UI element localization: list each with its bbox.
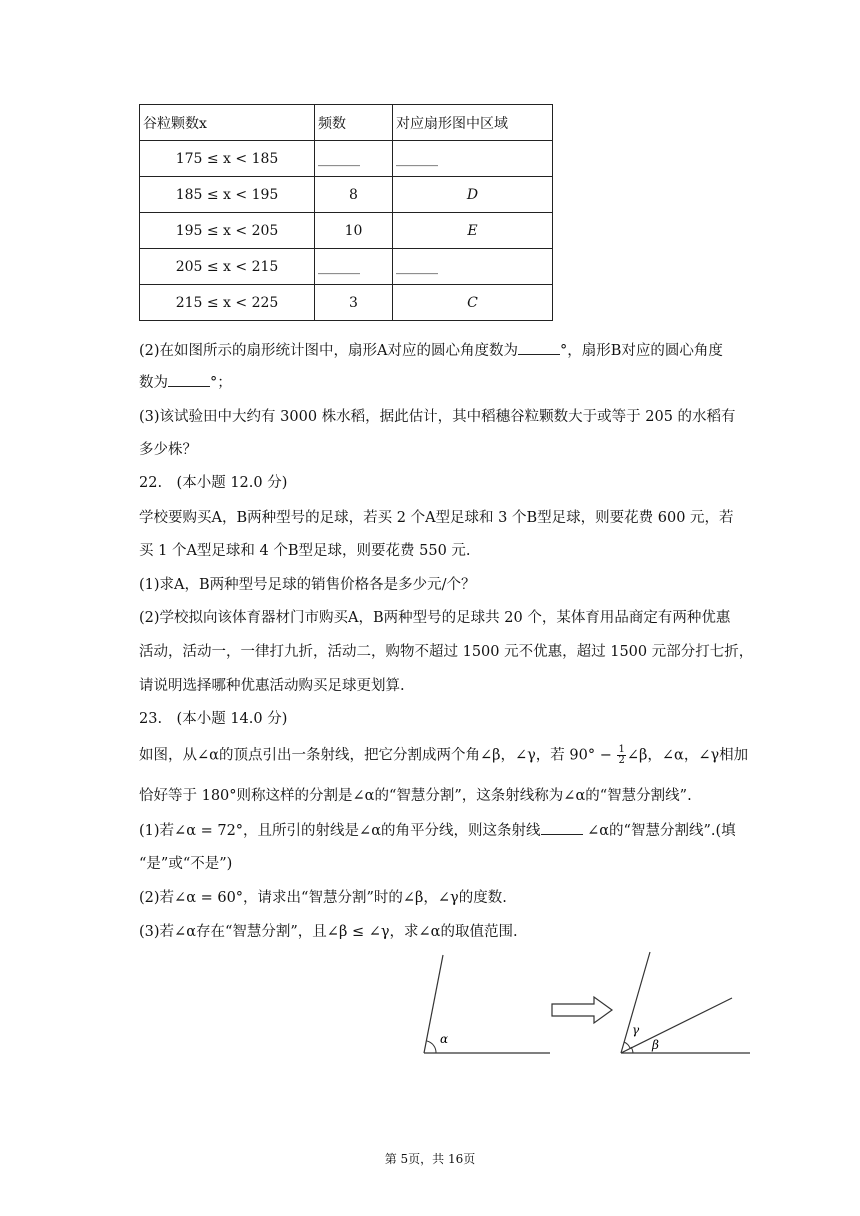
fraction-one-half (617, 745, 625, 766)
q23-l3-text-b: ∠α的“智慧分割线”.(填 (587, 823, 736, 839)
q23-line2: 恰好等于 180°则称这样的分割是∠α的“智慧分割”，这条射线称为∠α的“智慧分割线”. (139, 788, 692, 804)
region-cell: E (393, 213, 553, 249)
q21-part3-line2: 多少株？ (139, 442, 197, 458)
q22-line2: 买 1 个A型足球和 4 个B型足球，则要花费 550 元. (139, 543, 471, 559)
q22-line3: (1)求A，B两种型号足球的销售价格各是多少元/个？ (139, 577, 476, 593)
table-header-cell: 频数 (315, 105, 393, 141)
q23-title: 23. (本小题 14.0 分) (139, 711, 288, 727)
beta-label: β (652, 1038, 659, 1052)
q21-p2-text-d: °； (210, 375, 232, 391)
q23-line3 (139, 820, 751, 841)
table-header-row (140, 105, 553, 141)
frequency-table (139, 104, 553, 321)
beta-arc (631, 1047, 633, 1053)
freq-cell: ______ (315, 141, 393, 177)
q22-line6: 请说明选择哪种优惠活动购买足球更划算. (139, 678, 405, 694)
q22-line4: (2)学校拟向该体育器材门市购买A，B两种型号的足球共 20 个，某体育用品商定有两种优惠 (139, 610, 731, 626)
freq-cell: ______ (315, 249, 393, 285)
freq-cell: 3 (315, 285, 393, 321)
angle-alpha-figure (418, 950, 558, 1060)
q22-title: 22. (本小题 12.0 分) (139, 475, 288, 491)
freq-cell: 8 (315, 177, 393, 213)
table-row (140, 141, 553, 177)
angle-split-figure (612, 950, 757, 1060)
region-cell: ______ (393, 249, 553, 285)
range-cell: 215 ≤ x < 225 (140, 285, 315, 321)
fraction-numerator: 1 (618, 744, 625, 755)
q23-l3-text-a: (1)若∠α = 72°，且所引的射线是∠α的角平分线，则这条射线 (139, 823, 541, 839)
right-arrow-icon (550, 995, 615, 1025)
table-header-cell: 对应扇形图中区域 (393, 105, 553, 141)
q23-line6: (3)若∠α存在“智慧分割”，且∠β ≤ ∠γ，求∠α的取值范围. (139, 924, 518, 940)
answer-blank (518, 340, 560, 355)
range-cell: 205 ≤ x < 215 (140, 249, 315, 285)
q22-line5: 活动，活动一，一律打九折，活动二，购物不超过 1500 元不优惠，超过 1500 元部分打七折， (139, 644, 754, 660)
table-row (140, 213, 553, 249)
table-row (140, 249, 553, 285)
range-cell: 185 ≤ x < 195 (140, 177, 315, 213)
angle-arc (427, 1041, 436, 1053)
region-cell: ______ (393, 141, 553, 177)
page-footer: 第 5页，共 16页 (384, 1152, 476, 1166)
region-cell: C (393, 285, 553, 321)
answer-blank (541, 820, 583, 835)
q21-part2-line2 (139, 372, 751, 393)
gamma-arc (624, 1042, 630, 1048)
q23-line1 (139, 745, 751, 766)
gamma-label: γ (632, 1023, 640, 1037)
q21-p2-text-b: °，扇形B对应的圆心角度 (560, 343, 723, 359)
q21-p2-text-a: (2)在如图所示的扇形统计图中，扇形A对应的圆心角度数为 (139, 343, 519, 359)
arrow-shape (552, 997, 612, 1023)
region-cell: D (393, 177, 553, 213)
table-row (140, 177, 553, 213)
q21-p2-text-c: 数为 (139, 375, 168, 391)
alpha-label: α (440, 1032, 449, 1046)
table-row (140, 285, 553, 321)
q22-line1: 学校要购买A，B两种型号的足球，若买 2 个A型足球和 3 个B型足球，则要花费 600 元，若 (139, 510, 734, 526)
q23-l1-text-b: ∠β，∠α，∠γ相加 (626, 747, 749, 764)
fraction-denominator: 2 (618, 755, 625, 766)
q23-line4: “是”或“不是”) (139, 856, 233, 872)
q21-part3-line1: (3)该试验田中大约有 3000 株水稻，据此估计，其中稻穗谷粒颗数大于或等于 205 的水稻有 (139, 409, 736, 425)
freq-cell: 10 (315, 213, 393, 249)
range-cell: 175 ≤ x < 185 (140, 141, 315, 177)
range-cell: 195 ≤ x < 205 (140, 213, 315, 249)
q21-part2-line1 (139, 340, 751, 361)
answer-blank (168, 372, 210, 387)
split-ray-upper (621, 952, 650, 1053)
table-header-cell: 谷粒颗数x (140, 105, 315, 141)
q23-l1-text-a: 如图，从∠α的顶点引出一条射线，把它分割成两个角∠β，∠γ，若 90° − (139, 747, 612, 764)
q23-line5: (2)若∠α = 60°，请求出“智慧分割”时的∠β，∠γ的度数. (139, 890, 507, 906)
